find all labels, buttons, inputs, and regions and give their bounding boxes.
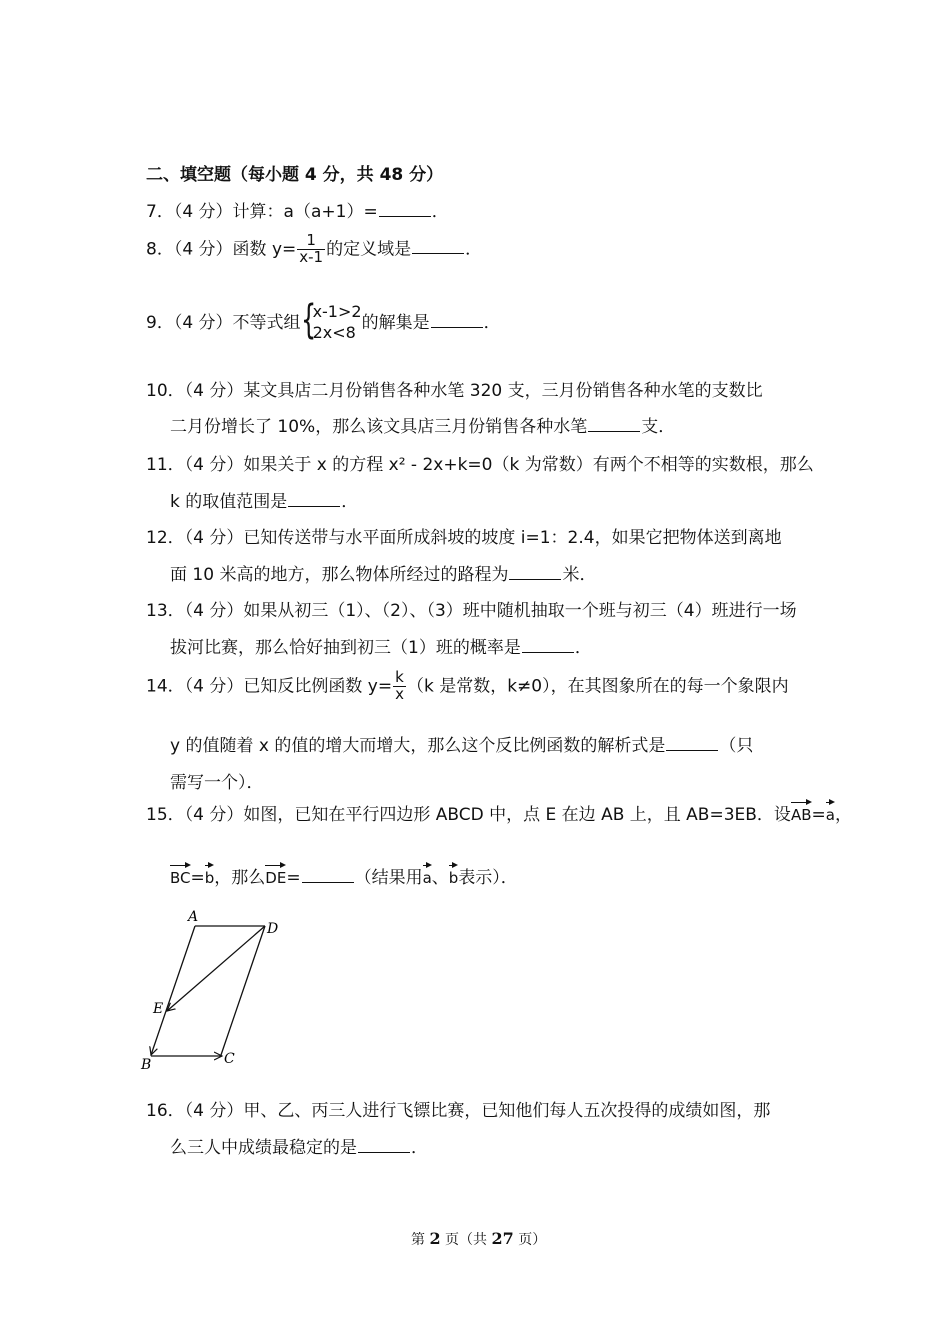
q15-number: 15．: [146, 805, 185, 825]
question-14-line-3: [170, 768, 264, 793]
q15-line-1-text: （4 分）如图，已知在平行四边形 ABCD 中，点 E 在边 AB 上，且 AB=3EB．设: [184, 805, 791, 825]
q15-mid: ，那么: [214, 868, 266, 888]
q8-end: ．: [465, 239, 483, 260]
fraction-numerator: 1: [297, 233, 325, 250]
question-10-line-1: [146, 376, 763, 401]
vector-ab: AB: [791, 800, 812, 824]
question-9: [146, 297, 501, 344]
footer-prefix: 第: [411, 1232, 425, 1248]
q11-line-2-text: k 的取值范围是: [170, 492, 288, 512]
q10-number: 10．: [146, 381, 185, 401]
q8-number: 8．: [146, 239, 174, 260]
answer-blank: [288, 490, 340, 507]
q7-number: 7．: [146, 202, 174, 222]
q10-line-2-text: 二月份增长了 10%，那么该文具店三月份销售各种水笔: [170, 417, 588, 437]
q13-line-1-text: （4 分）如果从初三（1）、（2）、（3）班中随机抽取一个班与初三（4）班进行一场: [184, 601, 797, 621]
edge-ab: [151, 926, 195, 1055]
question-16-line-2: [170, 1133, 428, 1158]
q10-end: 支．: [641, 417, 676, 437]
q14-line-2-text: y 的值随着 x 的值的增大而增大，那么这个反比例函数的解析式是: [170, 736, 666, 756]
vector-b: b: [449, 863, 459, 887]
answer-blank: [302, 866, 354, 883]
answer-blank: [379, 200, 431, 217]
comma: ，: [834, 805, 852, 825]
vector-a: a: [423, 863, 432, 887]
vector-de: DE: [265, 863, 286, 887]
vector-bc: BC: [170, 863, 191, 887]
label-c: C: [224, 1051, 235, 1067]
q14-line-2-end: （只: [719, 736, 754, 756]
q16-end: ．: [411, 1138, 428, 1158]
q16-number: 16．: [146, 1101, 185, 1121]
q14-number: 14．: [146, 676, 185, 697]
q11-line-1-text: （4 分）如果关于 x 的方程 x² - 2x+k=0（k 为常数）有两个不相等的实数根，那么: [184, 455, 814, 475]
q8-pre: （4 分）函数 y=: [173, 239, 297, 260]
question-12-line-1: [146, 523, 782, 548]
q15-tail-2: 表示）．: [458, 868, 518, 888]
answer-blank: [522, 636, 574, 653]
fraction: [393, 670, 406, 703]
equals-sign: =: [286, 868, 301, 888]
q8-post: 的定义域是: [326, 239, 412, 260]
question-16-line-1: [146, 1096, 770, 1121]
label-b: B: [141, 1057, 152, 1073]
q12-end: 米．: [562, 565, 597, 585]
answer-blank: [358, 1136, 410, 1153]
footer-suffix: 页）: [518, 1232, 547, 1248]
parallelogram-figure: [138, 905, 288, 1075]
fraction-denominator: x-1: [299, 247, 324, 266]
answer-blank: [412, 237, 464, 254]
question-8: [146, 233, 482, 266]
question-11-line-2: [170, 487, 358, 512]
question-15-line-1: [146, 800, 852, 825]
question-15-line-2: [170, 863, 518, 888]
q10-line-1-text: （4 分）某文具店二月份销售各种水笔 320 支，三月份销售各种水笔的支数比: [184, 381, 763, 401]
separator: 、: [431, 868, 449, 888]
label-e: E: [153, 1001, 164, 1017]
page-number: 2: [429, 1229, 441, 1248]
q9-end: ．: [483, 312, 501, 333]
q12-number: 12．: [146, 528, 185, 548]
q11-number: 11．: [146, 455, 185, 475]
q9-number: 9．: [146, 312, 174, 333]
answer-blank: [666, 734, 718, 751]
question-12-line-2: [170, 560, 596, 585]
q13-end: ．: [574, 638, 592, 658]
q14-post: （k 是常数，k≠0），在其图象所在的每一个象限内: [406, 676, 789, 697]
q7-end: ．: [431, 202, 449, 222]
q15-tail-1: （结果用: [354, 868, 423, 888]
system-row-1: x-1>2: [312, 302, 362, 321]
vector-b: b: [205, 863, 215, 887]
fraction: [297, 233, 325, 266]
label-a: A: [188, 909, 199, 925]
question-10-line-2: [170, 412, 675, 437]
question-13-line-1: [146, 596, 797, 621]
fraction-numerator: k: [393, 670, 406, 687]
inequality-system: [300, 297, 362, 344]
q9-post: 的解集是: [361, 312, 430, 333]
question-13-line-2: [170, 633, 592, 658]
page-footer: [411, 1229, 546, 1249]
q11-end: ．: [341, 492, 359, 512]
answer-blank: [509, 563, 561, 580]
fraction-denominator: x: [395, 684, 404, 703]
q16-line-1-text: （4 分）甲、乙、丙三人进行飞镖比赛，已知他们每人五次投得的成绩如图，那: [184, 1101, 771, 1121]
question-11-line-1: [146, 450, 814, 475]
brace-icon: {: [300, 297, 316, 343]
question-7: [146, 197, 449, 222]
total-pages: 27: [491, 1229, 514, 1248]
section-heading: 二、填空题（每小题 4 分，共 48 分）: [146, 165, 444, 185]
question-14-line-2: [170, 731, 753, 756]
q13-number: 13．: [146, 601, 185, 621]
q9-pre: （4 分）不等式组: [173, 312, 301, 333]
q14-pre: （4 分）已知反比例函数 y=: [184, 676, 393, 697]
question-14-line-1: [146, 670, 789, 703]
equals-sign: =: [811, 805, 826, 825]
q13-line-2-text: 拔河比赛，那么恰好抽到初三（1）班的概率是: [170, 638, 521, 658]
q16-line-2-text: 么三人中成绩最稳定的是: [170, 1138, 357, 1158]
answer-blank: [588, 415, 640, 432]
q14-line-3-text: 需写一个）．: [170, 773, 264, 793]
footer-middle: 页（共: [445, 1232, 488, 1248]
answer-blank: [431, 311, 483, 328]
system-row-2: 2x<8: [312, 322, 356, 342]
q12-line-2-text: 面 10 米高的地方，那么物体所经过的路程为: [170, 565, 509, 585]
equals-sign: =: [190, 868, 205, 888]
q12-line-1-text: （4 分）已知传送带与水平面所成斜坡的坡度 i=1：2.4，如果它把物体送到离地: [184, 528, 782, 548]
vector-a: a: [826, 800, 835, 824]
q7-text: （4 分）计算：a（a+1）=: [173, 202, 378, 222]
label-d: D: [267, 921, 279, 937]
